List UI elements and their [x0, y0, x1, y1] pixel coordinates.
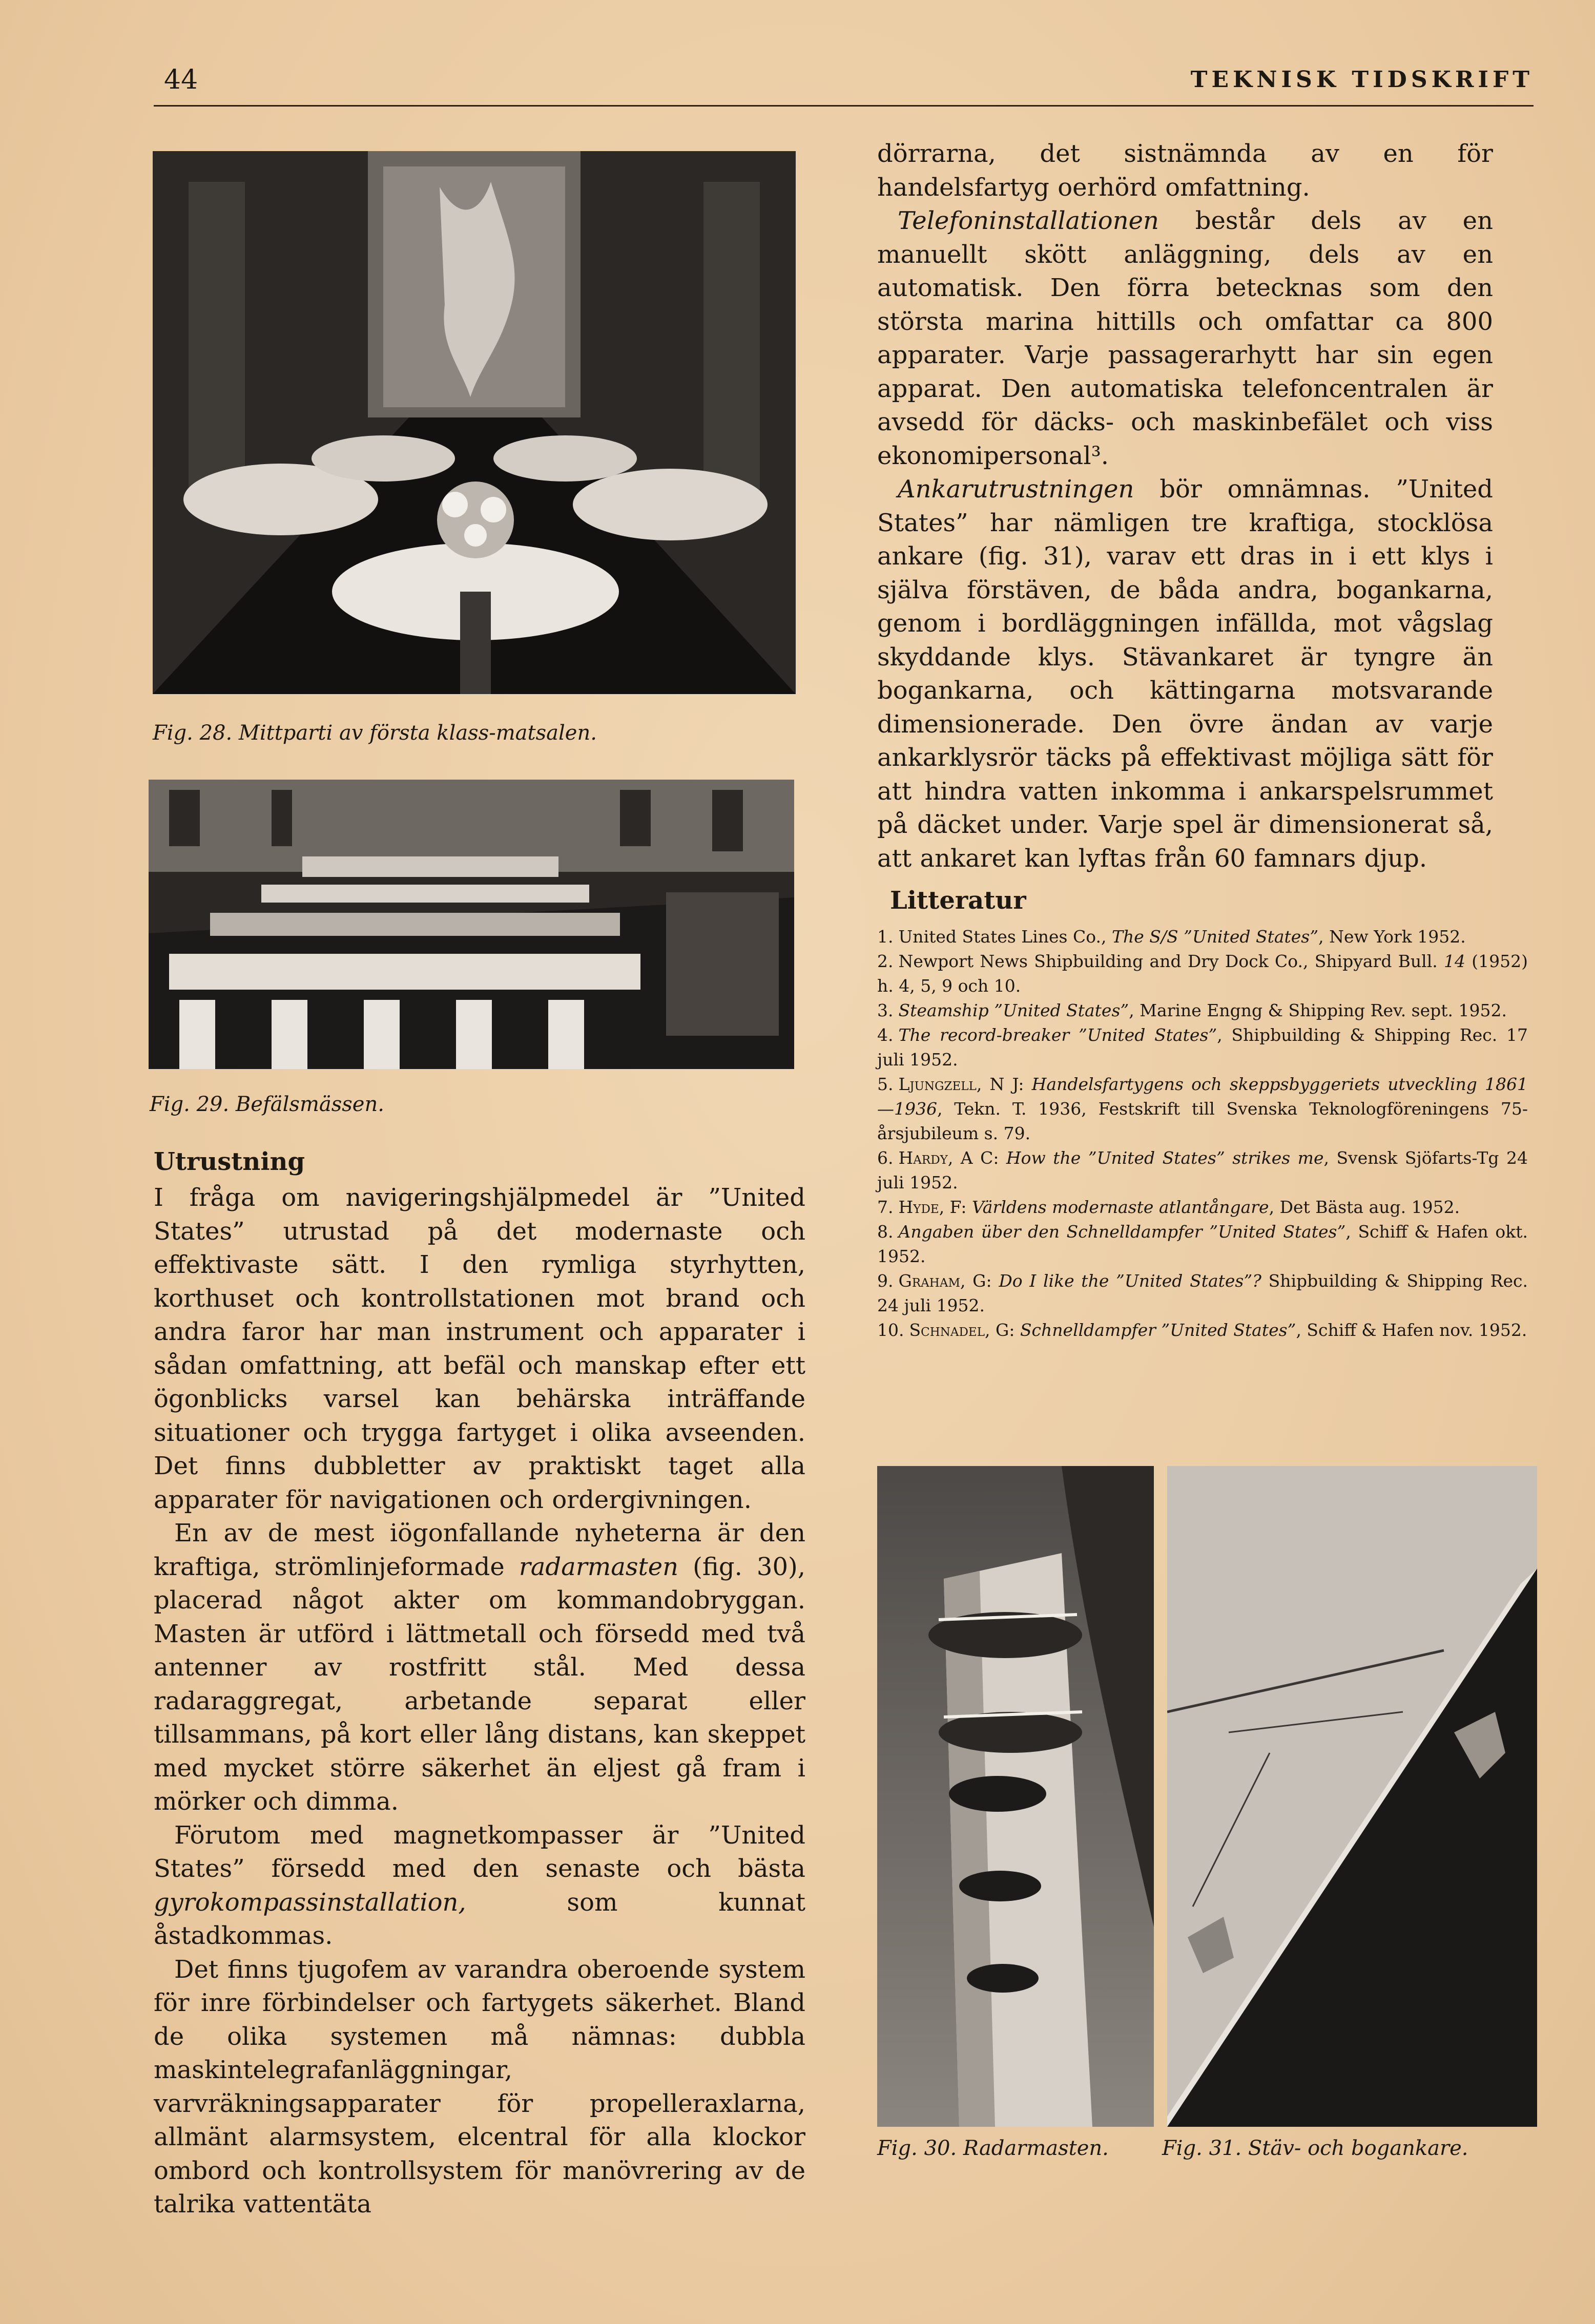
- telefon-term: Telefoninstallationen: [898, 206, 1159, 235]
- fig30-photo: [877, 1466, 1154, 2127]
- right-paragraph-1: dörrarna, det sistnämnda av en för handelsfartyg oerhörd omfattning.: [877, 139, 1493, 202]
- reference-item: 4. The record-breaker ”United States”, Shipbuilding & Shipping Rec. 17 juli 1952.: [877, 1025, 1528, 1070]
- reference-item: 3. Steamship ”United States”, Marine Engng & Shipping Rev. sept. 1952.: [877, 1000, 1507, 1020]
- right-paragraph-2: [877, 204, 1493, 473]
- reference-item: 7. Hyde, F: Världens modernaste atlantångare, Det Bästa aug. 1952.: [877, 1197, 1460, 1217]
- right-paragraph-3-text: bör omnämnas. ”United States” har nämligen tre kraftiga, stocklösa ankare (fig. 31), varav ett dras in i ett klys i själva förstäven, de båda andra, bogankarna, genom i bordläggningen infällda, mot vågslag skyddande klys. Stävankaret är tyngre än bogankarna, och kättingarna motsvarande dimensionerade. Den övre ändan av varje ankarklysrör täcks på effektivast möjliga sätt för att hindra vatten inkomma i ankarspelsrummet på däcket under. Varje spel är dimensionerat så, att ankaret kan lyftas från 60 famnars djup.: [877, 475, 1493, 873]
- fig30-caption: Fig. 30. Radarmasten.: [877, 2137, 1109, 2160]
- radar-mast-illustration: [877, 1466, 1154, 2127]
- reference-item: 10. Schnadel, G: Schnelldampfer ”United States”, Schiff & Hafen nov. 1952.: [877, 1320, 1527, 1340]
- gyro-term: gyrokompassinstallation,: [154, 1888, 466, 1917]
- journal-title: TEKNISK TIDSKRIFT: [1190, 67, 1534, 93]
- officers-mess-illustration: [149, 780, 794, 1069]
- header-rule: [154, 105, 1534, 107]
- left-column: [154, 1147, 805, 2222]
- fig29-photo: [149, 780, 794, 1069]
- fig28-photo: [153, 151, 796, 694]
- reference-list: [877, 925, 1528, 1343]
- right-paragraph-3: [877, 473, 1493, 875]
- fig31-photo: [1167, 1466, 1537, 2127]
- reference-item: 2. Newport News Shipbuilding and Dry Dock Co., Shipyard Bull. 14 (1952) h. 4, 5, 9 och 10.: [877, 951, 1528, 996]
- section-heading-utrustning: Utrustning: [154, 1147, 305, 1176]
- bow-anchor-illustration: [1167, 1466, 1537, 2127]
- dining-hall-illustration: [153, 151, 796, 694]
- page-number: 44: [164, 65, 198, 95]
- left-paragraph-3: Förutom med magnetkompasser är ”United States” försedd med den senaste och bästa gyrokompassinstallation, som kunnat åstadkommas.: [154, 1820, 805, 1950]
- reference-item: 6. Hardy, A C: How the ”United States” strikes me, Svensk Sjöfarts-Tg 24 juli 1952.: [877, 1148, 1528, 1192]
- left-paragraph-2: En av de mest iögonfallande nyheterna är den kraftiga, strömlinjeformade radarmasten (fig. 30), placerad något akter om kommandobryggan. Masten är utförd i lättmetall och försedd med två antenner av rostfritt stål. Med dessa radaraggregat, arbetande separat eller tillsammans, på kort eller lång distans, kan skeppet med mycket större säkerhet än eljest gå fram i mörker och dimma.: [154, 1519, 805, 1816]
- reference-item: 1. United States Lines Co., The S/S ”United States”, New York 1952.: [877, 927, 1466, 947]
- radar-term: radarmasten: [519, 1552, 679, 1581]
- reference-item: 8. Angaben über den Schnelldampfer ”United States”, Schiff & Hafen okt. 1952.: [877, 1222, 1528, 1266]
- right-column: [877, 137, 1493, 875]
- fig28-caption: Fig. 28. Mittparti av första klass-matsalen.: [153, 721, 597, 745]
- reference-item: 5. Ljungzell, N J: Handelsfartygens och skeppsbyggeriets utveckling 1861—1936, Tekn. T. 1936, Festskrift till Svenska Teknologföreningens 75-årsjubileum s. 79.: [877, 1074, 1528, 1143]
- literature-heading: Litteratur: [890, 886, 1026, 915]
- fig29-caption: Fig. 29. Befälsmässen.: [150, 1093, 384, 1116]
- page-header: [154, 60, 1534, 101]
- ankar-term: Ankarutrustningen: [898, 475, 1134, 504]
- right-paragraph-2-text: består dels av en manuellt skött anläggning, dels av en automatisk. Den förra betecknas som den största marina hittills och omfattar ca 800 apparater. Varje passagerarhytt har sin egen apparat. Den automatiska telefoncentralen är avsedd för däcks- och maskinbefälet och viss ekonomipersonal³.: [877, 206, 1493, 470]
- fig31-caption: Fig. 31. Stäv- och bogankare.: [1162, 2137, 1468, 2160]
- reference-item: 9. Graham, G: Do I like the ”United States”? Shipbuilding & Shipping Rec. 24 juli 1952.: [877, 1271, 1528, 1315]
- left-paragraph-4: Det finns tjugofem av varandra oberoende system för inre förbindelser och fartygets säkerhet. Bland de olika systemen må nämnas: dubbla maskintelegrafanläggningar, varvräkningsapparater för propelleraxlarna, allmänt alarmsystem, elcentral för alla klockor ombord och kontrollsystem för manövrering av de talrika vattentäta: [154, 1955, 805, 2218]
- left-paragraph-1: I fråga om navigeringshjälpmedel är ”United States” utrustad på det modernaste och effektivaste sätt. I den rymliga styrhytten, korthuset och kontrollstationen mot brand och andra faror har man instrument och apparater i sådan omfattning, att befäl och manskap efter ett ögonblicks varsel kan behärska inträffande situationer och trygga fartyget i olika avseenden. Det finns dubbletter av praktiskt taget alla apparater för navigationen och ordergivningen.: [154, 1183, 805, 1514]
